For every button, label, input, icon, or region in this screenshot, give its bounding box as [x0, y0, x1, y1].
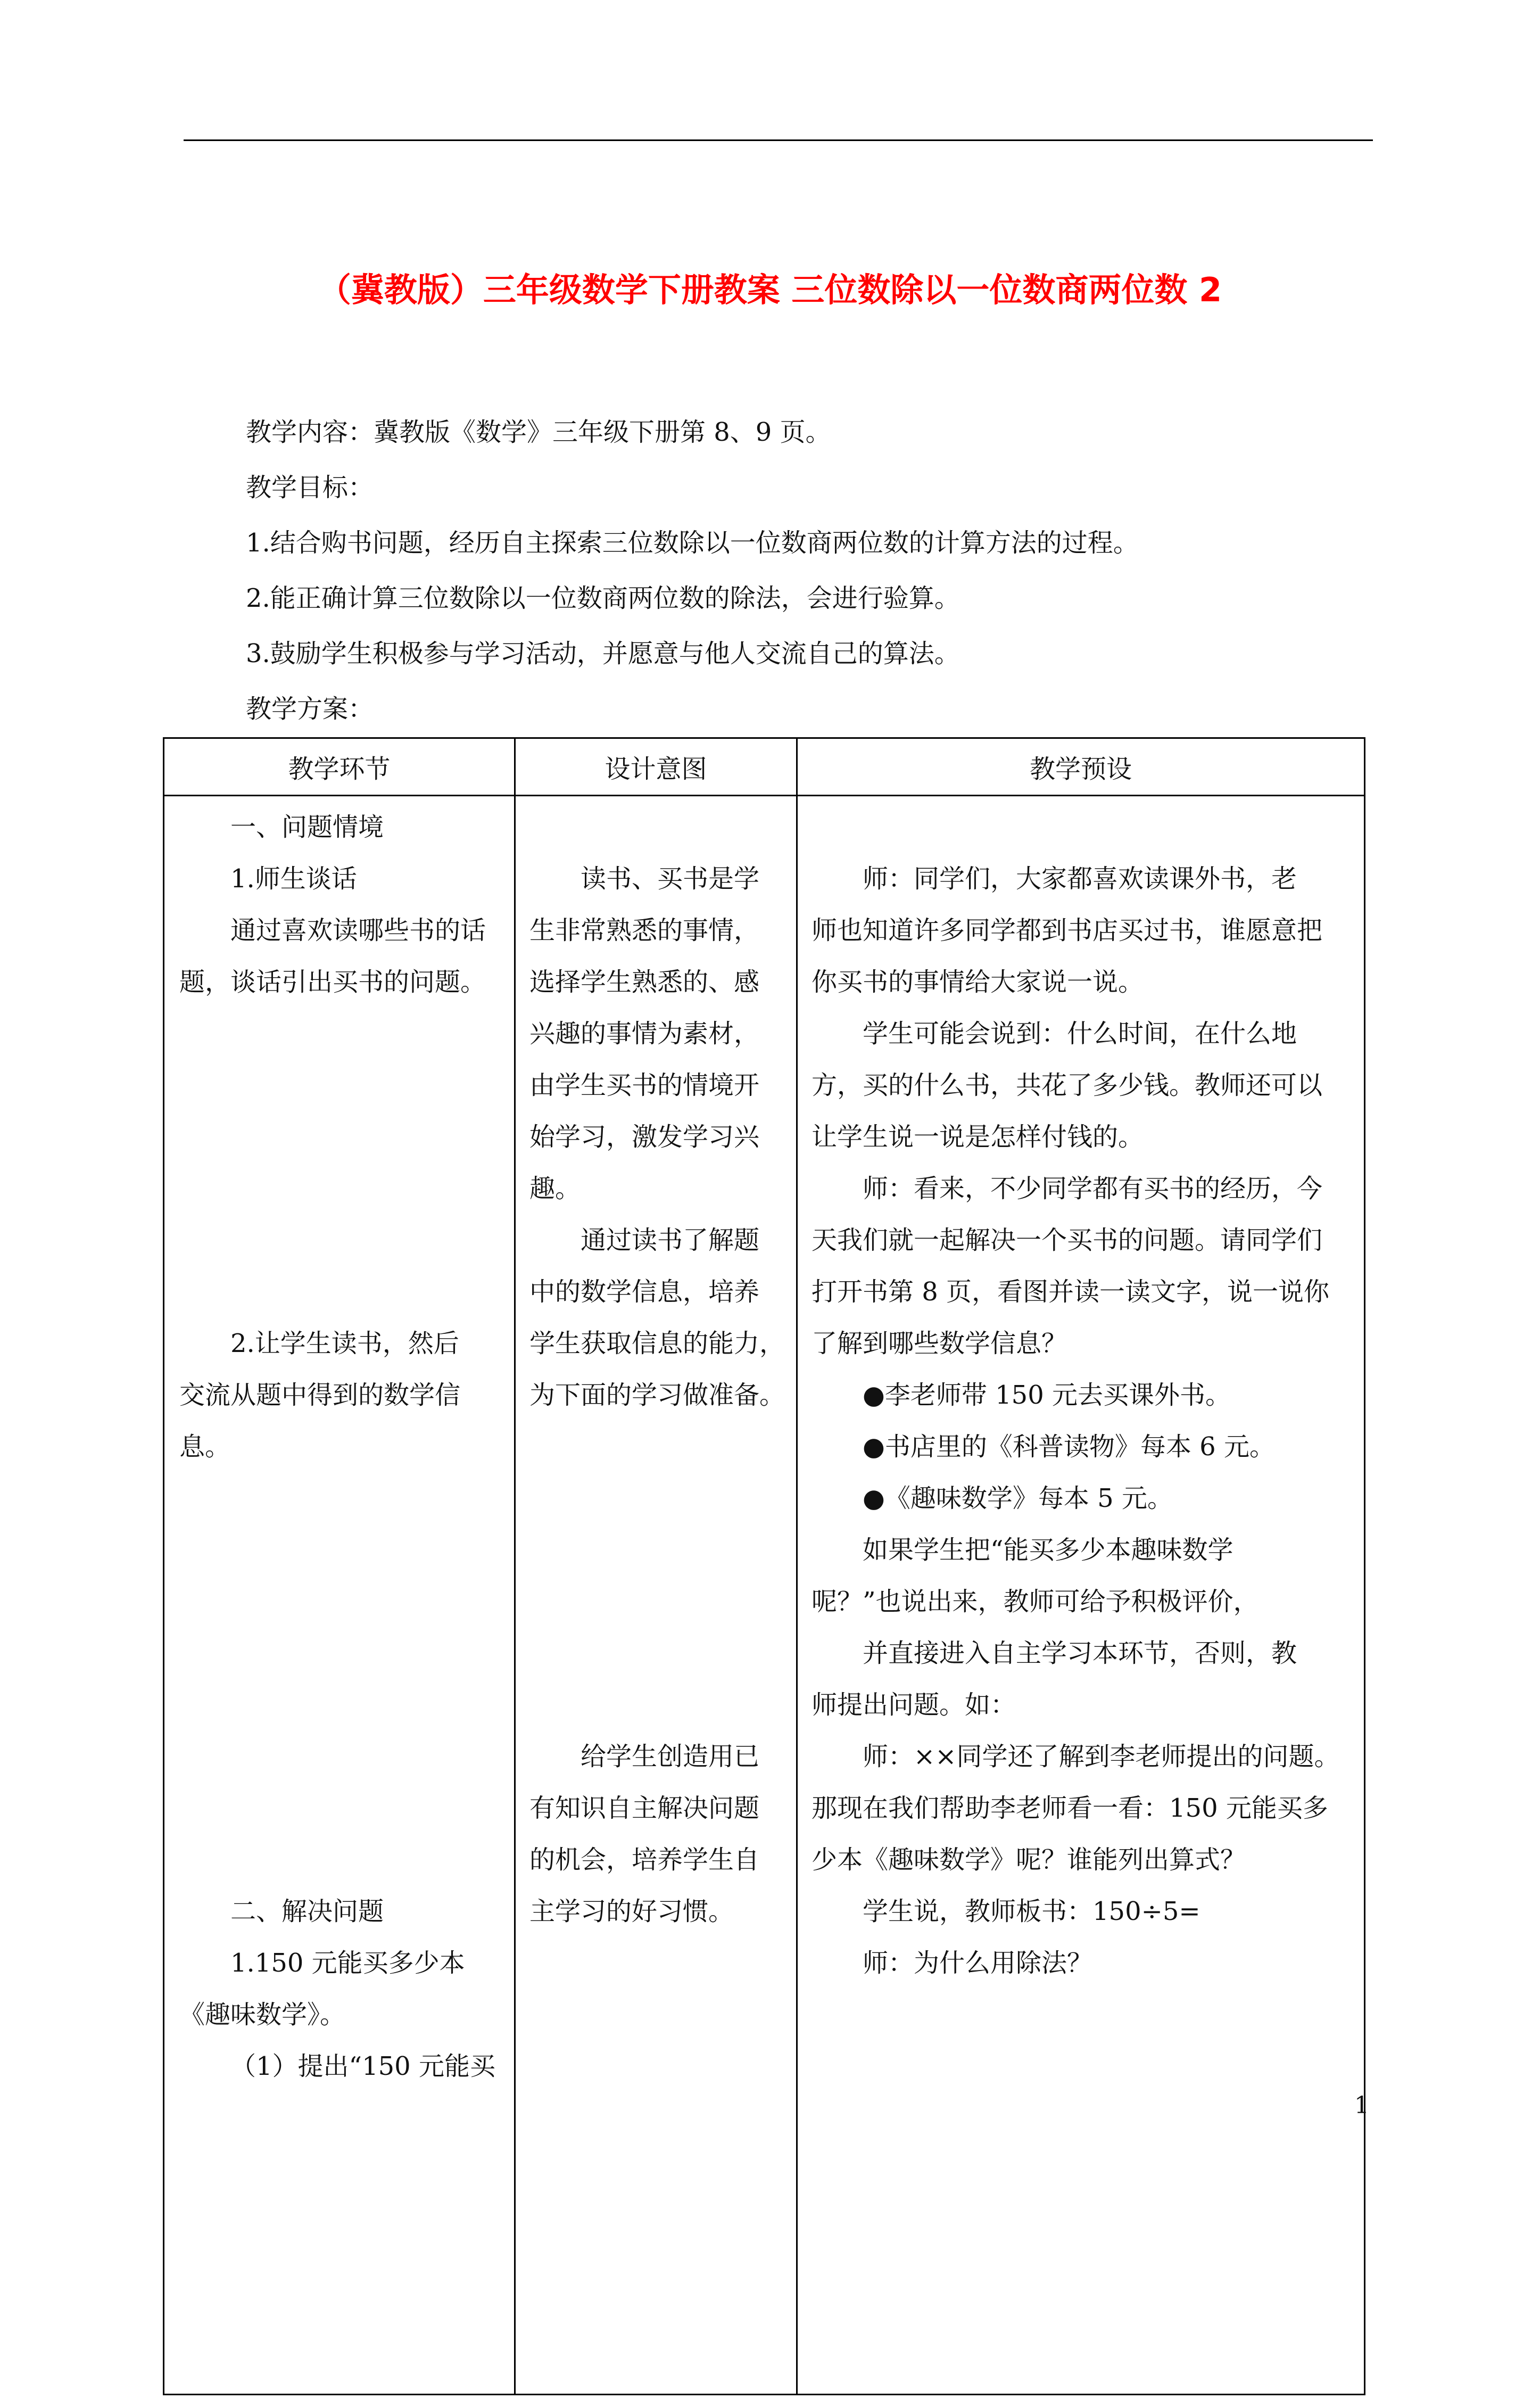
bullet-line: ●李老师带 150 元去买课外书。 — [863, 1380, 1231, 1410]
intent-line: 选择学生熟悉的、感 — [529, 967, 760, 997]
plan-heading: 教学方案： — [246, 694, 374, 724]
plan-line: 打开书第 8 页，看图并读一读文字，说一说你 — [812, 1277, 1330, 1307]
plan-line: 师：看来，不少同学都有买书的经历，今 — [863, 1174, 1323, 1203]
intent-line: 由学生买书的情境开 — [529, 1070, 760, 1100]
goals-heading: 教学目标： — [246, 473, 374, 502]
header-rule — [184, 139, 1373, 141]
intent-line: 主学习的好习惯。 — [529, 1897, 734, 1926]
plan-line: 如果学生把“能买多少本趣味数学 — [863, 1535, 1233, 1565]
goal-item: 2.能正确计算三位数除以一位数商两位数的除法，会进行验算。 — [246, 583, 960, 613]
plan-line: 师提出问题。如： — [812, 1690, 1016, 1720]
step-line: 通过喜欢读哪些书的话 — [230, 916, 486, 945]
step-line: 1.150 元能买多少本 — [230, 1948, 465, 1978]
plan-line: 师：××同学还了解到李老师提出的问题。 — [863, 1742, 1340, 1771]
plan-line: 让学生说一说是怎样付钱的。 — [812, 1122, 1144, 1152]
plan-line: 方，买的什么书，共花了多少钱。教师还可以 — [812, 1070, 1323, 1100]
lesson-plan-table — [163, 737, 1364, 2391]
bullet-line: ●《趣味数学》每本 5 元。 — [863, 1483, 1173, 1513]
intent-line: 通过读书了解题 — [581, 1225, 760, 1255]
header-teaching-step: 教学环节 — [164, 738, 515, 796]
plan-line: 那现在我们帮助李老师看一看：150 元能买多 — [812, 1793, 1328, 1823]
intent-line: 趣。 — [529, 1174, 581, 1203]
intent-line: 中的数学信息，培养 — [529, 1277, 760, 1307]
step-line: 息。 — [179, 1432, 231, 1462]
design-intent-cell — [515, 796, 797, 2395]
plan-line: 了解到哪些数学信息？ — [812, 1329, 1067, 1358]
section-heading: 一、问题情境 — [230, 812, 384, 842]
intent-line: 的机会，培养学生自 — [529, 1845, 760, 1875]
page-number: 1 — [1354, 2092, 1369, 2119]
plan-line: 天我们就一起解决一个买书的问题。请同学们 — [812, 1225, 1323, 1255]
intent-line: 生非常熟悉的事情， — [529, 916, 760, 945]
step-line: （1）提出“150 元能买 — [230, 2051, 495, 2081]
step-line: 1.师生谈话 — [230, 864, 357, 894]
plan-line: 师：同学们，大家都喜欢读课外书，老 — [863, 864, 1297, 894]
teaching-plan-cell — [797, 796, 1365, 2395]
intent-line: 兴趣的事情为素材， — [529, 1019, 760, 1049]
intent-line: 给学生创造用已 — [581, 1742, 760, 1771]
plan-line: 学生说，教师板书：150÷5= — [863, 1897, 1200, 1926]
intent-line: 读书、买书是学 — [581, 864, 760, 894]
document-title: （冀教版）三年级数学下册教案 三位数除以一位数商两位数 2 — [318, 270, 1222, 309]
plan-line: 你买书的事情给大家说一说。 — [812, 967, 1144, 997]
header-design-intent: 设计意图 — [515, 738, 797, 796]
plan-line: 学生可能会说到：什么时间，在什么地 — [863, 1019, 1297, 1049]
step-line: 题，谈话引出买书的问题。 — [179, 967, 486, 997]
plan-line: 师也知道许多同学都到书店买过书，谁愿意把 — [812, 916, 1323, 945]
header-teaching-plan: 教学预设 — [797, 738, 1365, 796]
intent-line: 有知识自主解决问题 — [529, 1793, 760, 1823]
plan-line: 少本《趣味数学》呢？谁能列出算式？ — [812, 1845, 1246, 1875]
intro-section — [246, 405, 1363, 737]
plan-line: 并直接进入自主学习本环节，否则，教 — [863, 1638, 1297, 1668]
intent-line: 学生获取信息的能力， — [529, 1329, 785, 1358]
goal-item: 3.鼓励学生积极参与学习活动，并愿意与他人交流自己的算法。 — [246, 639, 960, 669]
step-line: 《趣味数学》。 — [179, 2000, 346, 2030]
plan-line: 师：为什么用除法？ — [863, 1948, 1093, 1978]
bullet-line: ●书店里的《科普读物》每本 6 元。 — [863, 1432, 1275, 1462]
plan-line: 呢？”也说出来，教师可给予积极评价， — [812, 1587, 1259, 1617]
teaching-step-cell — [164, 796, 515, 2395]
section-heading: 二、解决问题 — [230, 1897, 384, 1926]
goal-item: 1.结合购书问题，经历自主探索三位数除以一位数商两位数的计算方法的过程。 — [246, 528, 1139, 558]
teaching-content: 教学内容：冀教版《数学》三年级下册第 8、9 页。 — [246, 417, 831, 447]
step-line: 交流从题中得到的数学信 — [179, 1380, 461, 1410]
step-line: 2.让学生读书，然后 — [230, 1329, 459, 1358]
intent-line: 为下面的学习做准备。 — [529, 1380, 785, 1410]
intent-line: 始学习，激发学习兴 — [529, 1122, 760, 1152]
